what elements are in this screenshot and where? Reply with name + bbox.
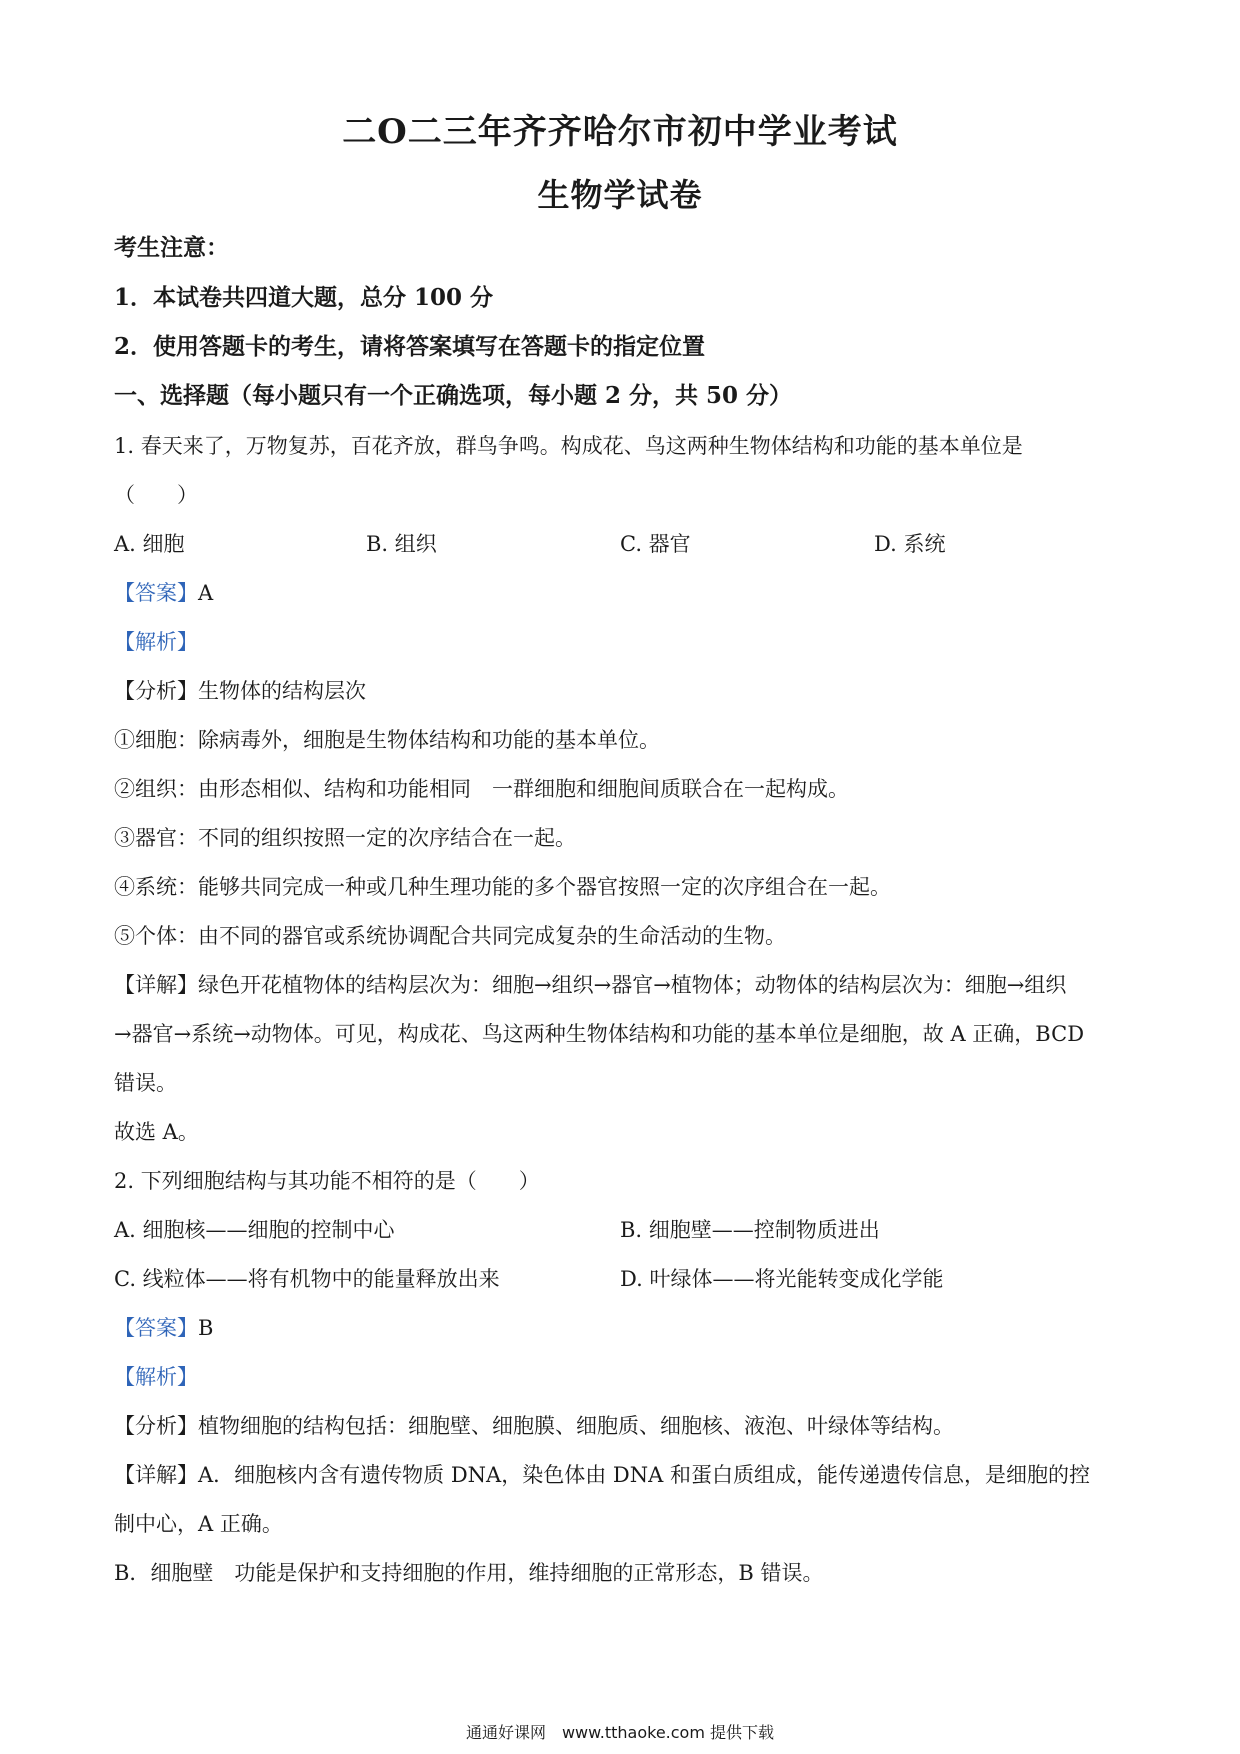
q1-fenxi-label: 【分析】 (114, 679, 198, 703)
q1-point-2: ②组织：由形态相似、结构和功能相同 一群细胞和细胞间质联合在一起构成。 (114, 777, 849, 801)
notice-item-2: 2．使用答题卡的考生，请将答案填写在答题卡的指定位置 (114, 333, 706, 360)
q1-point-5: ⑤个体：由不同的器官或系统协调配合共同完成复杂的生命活动的生物。 (114, 924, 786, 948)
q2-detail-label: 【详解】 (114, 1463, 198, 1487)
q1-conclusion: 故选 A。 (114, 1120, 199, 1144)
q1-analysis-label: 【解析】 (114, 630, 198, 654)
q1-point-1: ①细胞：除病毒外，细胞是生物体结构和功能的基本单位。 (114, 728, 660, 752)
page-footer: 通通好课网 www.tthaoke.com 提供下载 (465, 1723, 775, 1742)
q1-point-3: ③器官：不同的组织按照一定的次序结合在一起。 (114, 826, 576, 850)
q2-option-a: A. 细胞核——细胞的控制中心 (114, 1218, 395, 1242)
q1-detail-line1 (114, 970, 1066, 1000)
q1-detail-line2: →器官→系统→动物体。可见，构成花、鸟这两种生物体结构和功能的基本单位是细胞，故 A 正确，BCD (114, 1022, 1085, 1046)
q2-fenxi-text: 植物细胞的结构包括：细胞壁、细胞膜、细胞质、细胞核、液泡、叶绿体等结构。 (198, 1414, 954, 1438)
q2-detail-line3: B．细胞壁 功能是保护和支持细胞的作用，维持细胞的正常形态，B 错误。 (114, 1561, 824, 1585)
q1-answer-label: 【答案】 (114, 581, 198, 605)
q1-fenxi (114, 676, 366, 706)
notice-heading: 考生注意： (114, 234, 229, 261)
q2-analysis-label: 【解析】 (114, 1365, 198, 1389)
q2-fenxi (114, 1411, 954, 1441)
q2-detail-line1 (114, 1460, 1090, 1490)
q2-stem: 2. 下列细胞结构与其功能不相符的是（ ） (114, 1169, 540, 1193)
exam-title: 二O二三年齐齐哈尔市初中学业考试 (342, 112, 898, 152)
q1-fenxi-text: 生物体的结构层次 (198, 679, 366, 703)
q1-option-a: A. 细胞 (114, 532, 185, 556)
q1-option-c: C. 器官 (620, 532, 691, 556)
q2-answer-label: 【答案】 (114, 1316, 198, 1340)
q2-fenxi-label: 【分析】 (114, 1414, 198, 1438)
q2-option-d: D. 叶绿体——将光能转变成化学能 (620, 1267, 944, 1291)
section-heading: 一、选择题（每小题只有一个正确选项，每小题 2 分，共 50 分） (114, 382, 793, 409)
q2-detail-line2: 制中心，A 正确。 (114, 1512, 283, 1536)
q1-option-d: D. 系统 (874, 532, 946, 556)
exam-subtitle: 生物学试卷 (537, 176, 703, 214)
q1-detail-line3: 错误。 (114, 1071, 177, 1095)
q1-stem-line2: （ ） (114, 483, 198, 507)
q2-option-c: C. 线粒体——将有机物中的能量释放出来 (114, 1267, 500, 1291)
q1-stem-line1: 1. 春天来了，万物复苏，百花齐放，群鸟争鸣。构成花、鸟这两种生物体结构和功能的基本单位是 (114, 434, 1023, 458)
q1-answer-value: A (198, 581, 214, 605)
q1-option-b: B. 组织 (366, 532, 437, 556)
q2-answer (114, 1313, 213, 1343)
q1-detail-label: 【详解】 (114, 973, 198, 997)
q2-option-b: B. 细胞壁——控制物质进出 (620, 1218, 880, 1242)
q1-answer (114, 578, 213, 608)
notice-item-1: 1．本试卷共四道大题，总分 100 分 (114, 284, 494, 311)
q1-detail-text1: 绿色开花植物体的结构层次为：细胞→组织→器官→植物体；动物体的结构层次为：细胞→组织 (198, 973, 1067, 997)
q2-answer-value: B (198, 1316, 214, 1340)
q1-point-4: ④系统：能够共同完成一种或几种生理功能的多个器官按照一定的次序组合在一起。 (114, 875, 891, 899)
q2-detail-text1: A．细胞核内含有遗传物质 DNA，染色体由 DNA 和蛋白质组成，能传递遗传信息，是细胞的控 (198, 1463, 1090, 1487)
